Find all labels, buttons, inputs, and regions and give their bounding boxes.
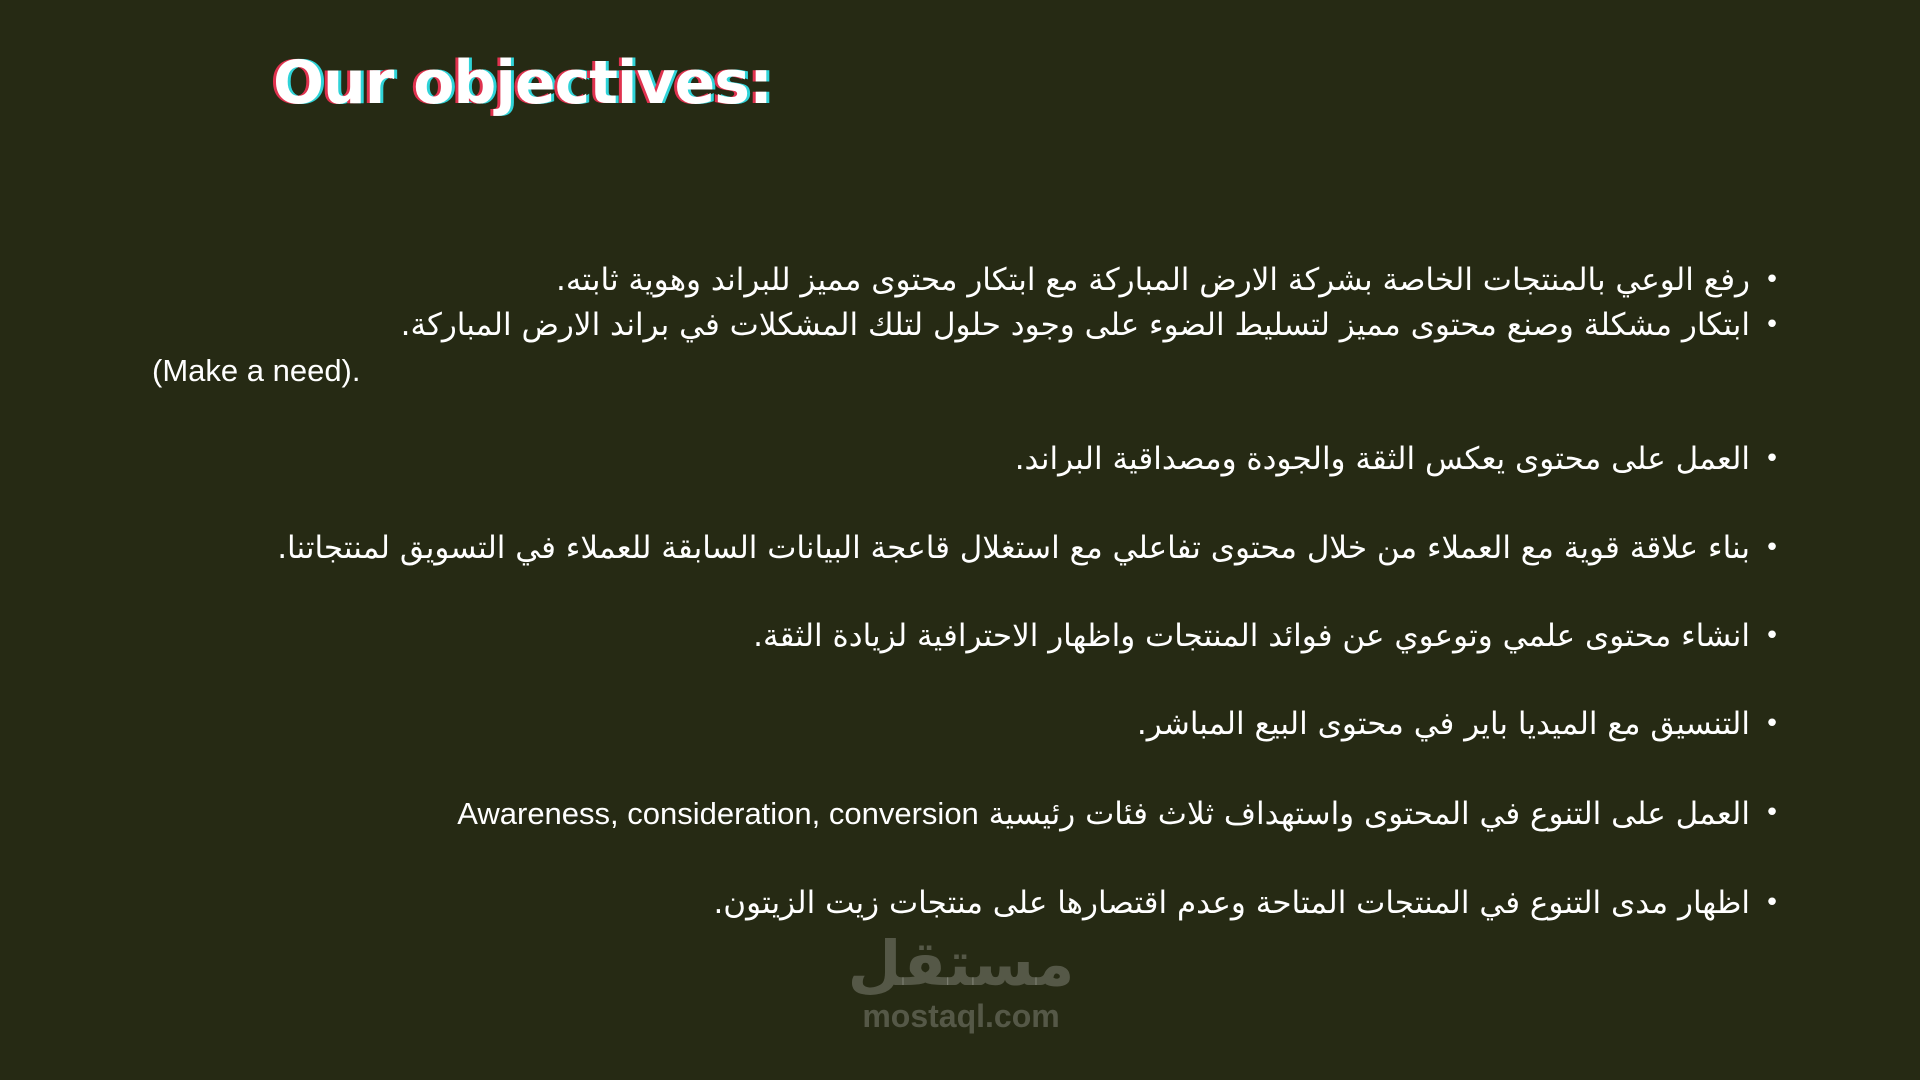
watermark-url: mostaql.com bbox=[862, 998, 1060, 1034]
bullet-icon: • bbox=[1764, 621, 1780, 651]
bullet-icon: • bbox=[1764, 265, 1780, 295]
objective-item bbox=[62, 526, 1782, 571]
objective-text: رفع الوعي بالمنتجات الخاصة بشركة الارض المباركة مع ابتكار محتوى مميز للبراند وهوية ثابته. bbox=[556, 262, 1750, 298]
objective-item bbox=[62, 702, 1782, 747]
objective-text: ابتكار مشكلة وصنع محتوى مميز لتسليط الضوء على وجود حلول لتلك المشكلات في براند الارض المباركة. bbox=[400, 307, 1750, 343]
objective-item bbox=[62, 258, 1782, 303]
mostaql-watermark bbox=[843, 927, 1079, 1058]
objectives-list bbox=[62, 258, 1782, 926]
objective-item bbox=[62, 437, 1782, 482]
objective-text: اظهار مدى التنوع في المنتجات المتاحة وعدم اقتصارها على منتجات زيت الزيتون. bbox=[713, 885, 1750, 921]
mostaql-logo: مستقل bbox=[847, 927, 1075, 1000]
bullet-icon: • bbox=[1764, 310, 1780, 340]
bullet-icon: • bbox=[1764, 533, 1780, 563]
objective-text: العمل على التنوع في المحتوى واستهداف ثلاث فئات رئيسية bbox=[988, 796, 1750, 832]
objective-item bbox=[62, 881, 1782, 926]
objective-item bbox=[62, 303, 1782, 393]
objective-continuation: (Make a need). bbox=[152, 353, 361, 388]
objective-text: بناء علاقة قوية مع العملاء من خلال محتوى تفاعلي مع استغلال قاعجة البيانات السابقة للعملاء في التسويق لمنتجاتنا. bbox=[277, 530, 1750, 566]
objective-item bbox=[62, 614, 1782, 659]
bullet-icon: • bbox=[1764, 888, 1780, 918]
objective-text: انشاء محتوى علمي وتوعوي عن فوائد المنتجات واظهار الاحترافية لزيادة الثقة. bbox=[753, 618, 1750, 654]
bullet-icon: • bbox=[1764, 798, 1780, 828]
objective-text: العمل على محتوى يعكس الثقة والجودة ومصداقية البراند. bbox=[1014, 441, 1750, 477]
objective-english-text: Awareness, consideration, conversion bbox=[457, 796, 979, 831]
bullet-icon: • bbox=[1764, 709, 1780, 739]
bullet-icon: • bbox=[1764, 444, 1780, 474]
slide-title: Our objectives: bbox=[273, 48, 772, 118]
objective-item bbox=[62, 791, 1782, 837]
objective-text: التنسيق مع الميديا باير في محتوى البيع المباشر. bbox=[1136, 706, 1750, 742]
